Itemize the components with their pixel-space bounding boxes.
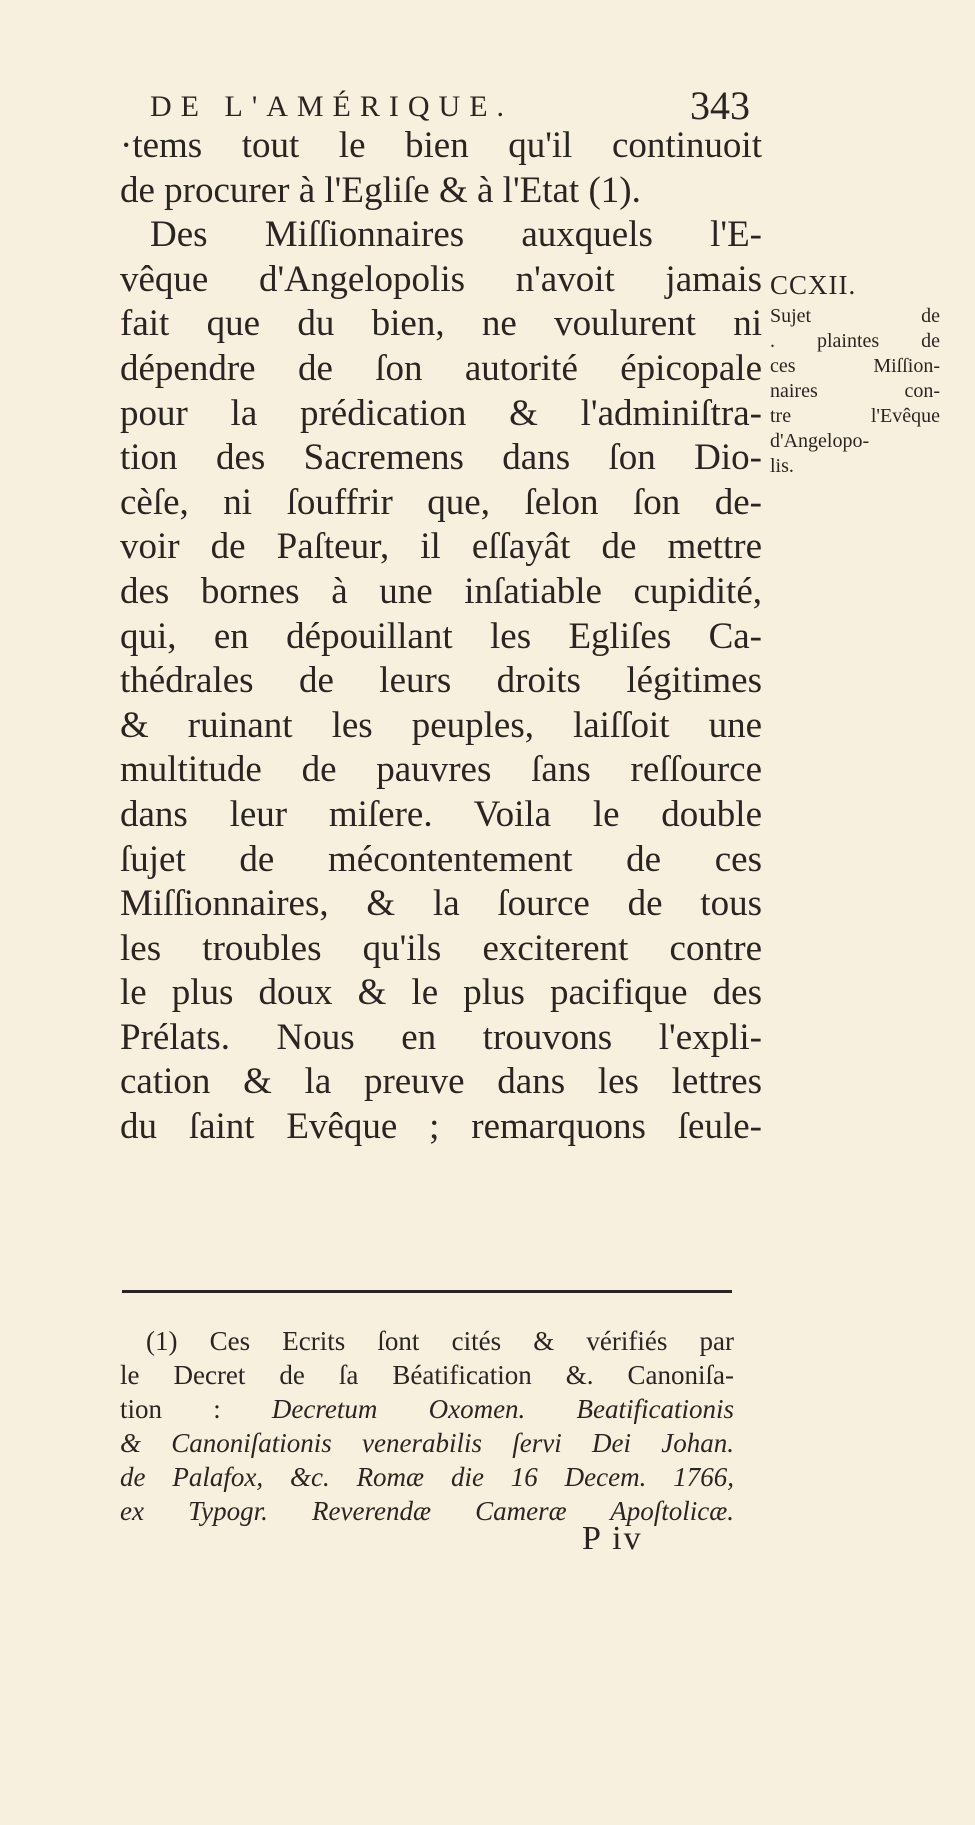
text-line: thédrales de leurs droits légitimes — [120, 660, 762, 702]
text-line: Miſſionnaires, & la ſource de tous — [120, 883, 762, 925]
footnote-line: le Decret de ſa Béatification &. Canoniſa- — [120, 1360, 734, 1390]
text-line: de procurer à l'Egliſe & à l'Etat (1). — [120, 169, 641, 211]
text-line: qui, en dépouillant les Egliſes Ca- — [120, 615, 762, 657]
signature-mark: P iv — [582, 1520, 643, 1557]
text-line: cèſe, ni ſouffrir que, ſelon ſon de- — [120, 481, 762, 523]
text-line: pour la prédication & l'adminiſtra- — [120, 392, 762, 434]
margin-note-line: Sujet de — [770, 305, 940, 327]
footnote-line-italic: Decretum Oxomen. Beatificationis — [271, 1394, 734, 1424]
text-line: cation & la preuve dans les lettres — [120, 1061, 762, 1103]
text-line: & ruinant les peuples, laiſſoit une — [120, 704, 762, 746]
margin-note-line: tre l'Evêque — [770, 405, 940, 427]
page-header — [150, 80, 750, 130]
text-line: du ſaint Evêque ; remarquons ſeule- — [120, 1106, 762, 1148]
text-line: les troubles qu'ils exciterent contre — [120, 927, 762, 969]
main-text — [120, 124, 762, 1150]
margin-note-number: CCXII. — [770, 270, 857, 300]
footnote-line — [120, 1392, 734, 1426]
footnote-line: (1) Ces Ecrits ſont cités & vérifiés par — [146, 1326, 734, 1356]
text-line: multitude de pauvres ſans reſſource — [120, 749, 762, 791]
footnote — [120, 1324, 734, 1528]
text-line: des bornes à une inſatiable cupidité, — [120, 570, 762, 612]
margin-note-line: ces Miſſion- — [770, 355, 940, 377]
text-line: Des Miſſionnaires auxquels l'E- — [150, 214, 762, 256]
margin-note-line: . plaintes de — [770, 330, 940, 352]
text-line: fait que du bien, ne voulurent ni — [120, 303, 762, 345]
footnote-line: & Canoniſationis venerabilis ſervi Dei Johan. — [120, 1428, 734, 1458]
text-line: Prélats. Nous en trouvons l'expli- — [120, 1016, 762, 1058]
margin-note-line: lis. — [770, 455, 794, 477]
text-line: dépendre de ſon autorité épicopale — [120, 347, 762, 389]
footnote-line: ex Typogr. Reverendæ Cameræ Apoſtolicæ. — [120, 1496, 734, 1526]
text-line: ·tems tout le bien qu'il continuoit — [120, 125, 762, 166]
footnote-divider — [122, 1290, 732, 1293]
page-number: 343 — [690, 83, 750, 128]
text-line: le plus doux & le plus pacifique des — [120, 972, 762, 1014]
text-line: ſujet de mécontentement de ces — [120, 838, 762, 880]
running-head: DE L'AMÉRIQUE. — [150, 90, 514, 123]
text-line: dans leur miſere. Voila le double — [120, 793, 762, 835]
text-line: vêque d'Angelopolis n'avoit jamais — [120, 258, 762, 300]
margin-note-line: d'Angelopo- — [770, 430, 870, 452]
margin-note — [770, 266, 940, 479]
footnote-line: de Palafox, &c. Romæ die 16 Decem. 1766, — [120, 1462, 734, 1492]
text-line: tion des Sacremens dans ſon Dio- — [120, 437, 762, 479]
footnote-line-prefix: tion : — [120, 1394, 272, 1424]
margin-note-line: naires con- — [770, 380, 940, 402]
text-line: voir de Paſteur, il eſſayât de mettre — [120, 526, 762, 568]
